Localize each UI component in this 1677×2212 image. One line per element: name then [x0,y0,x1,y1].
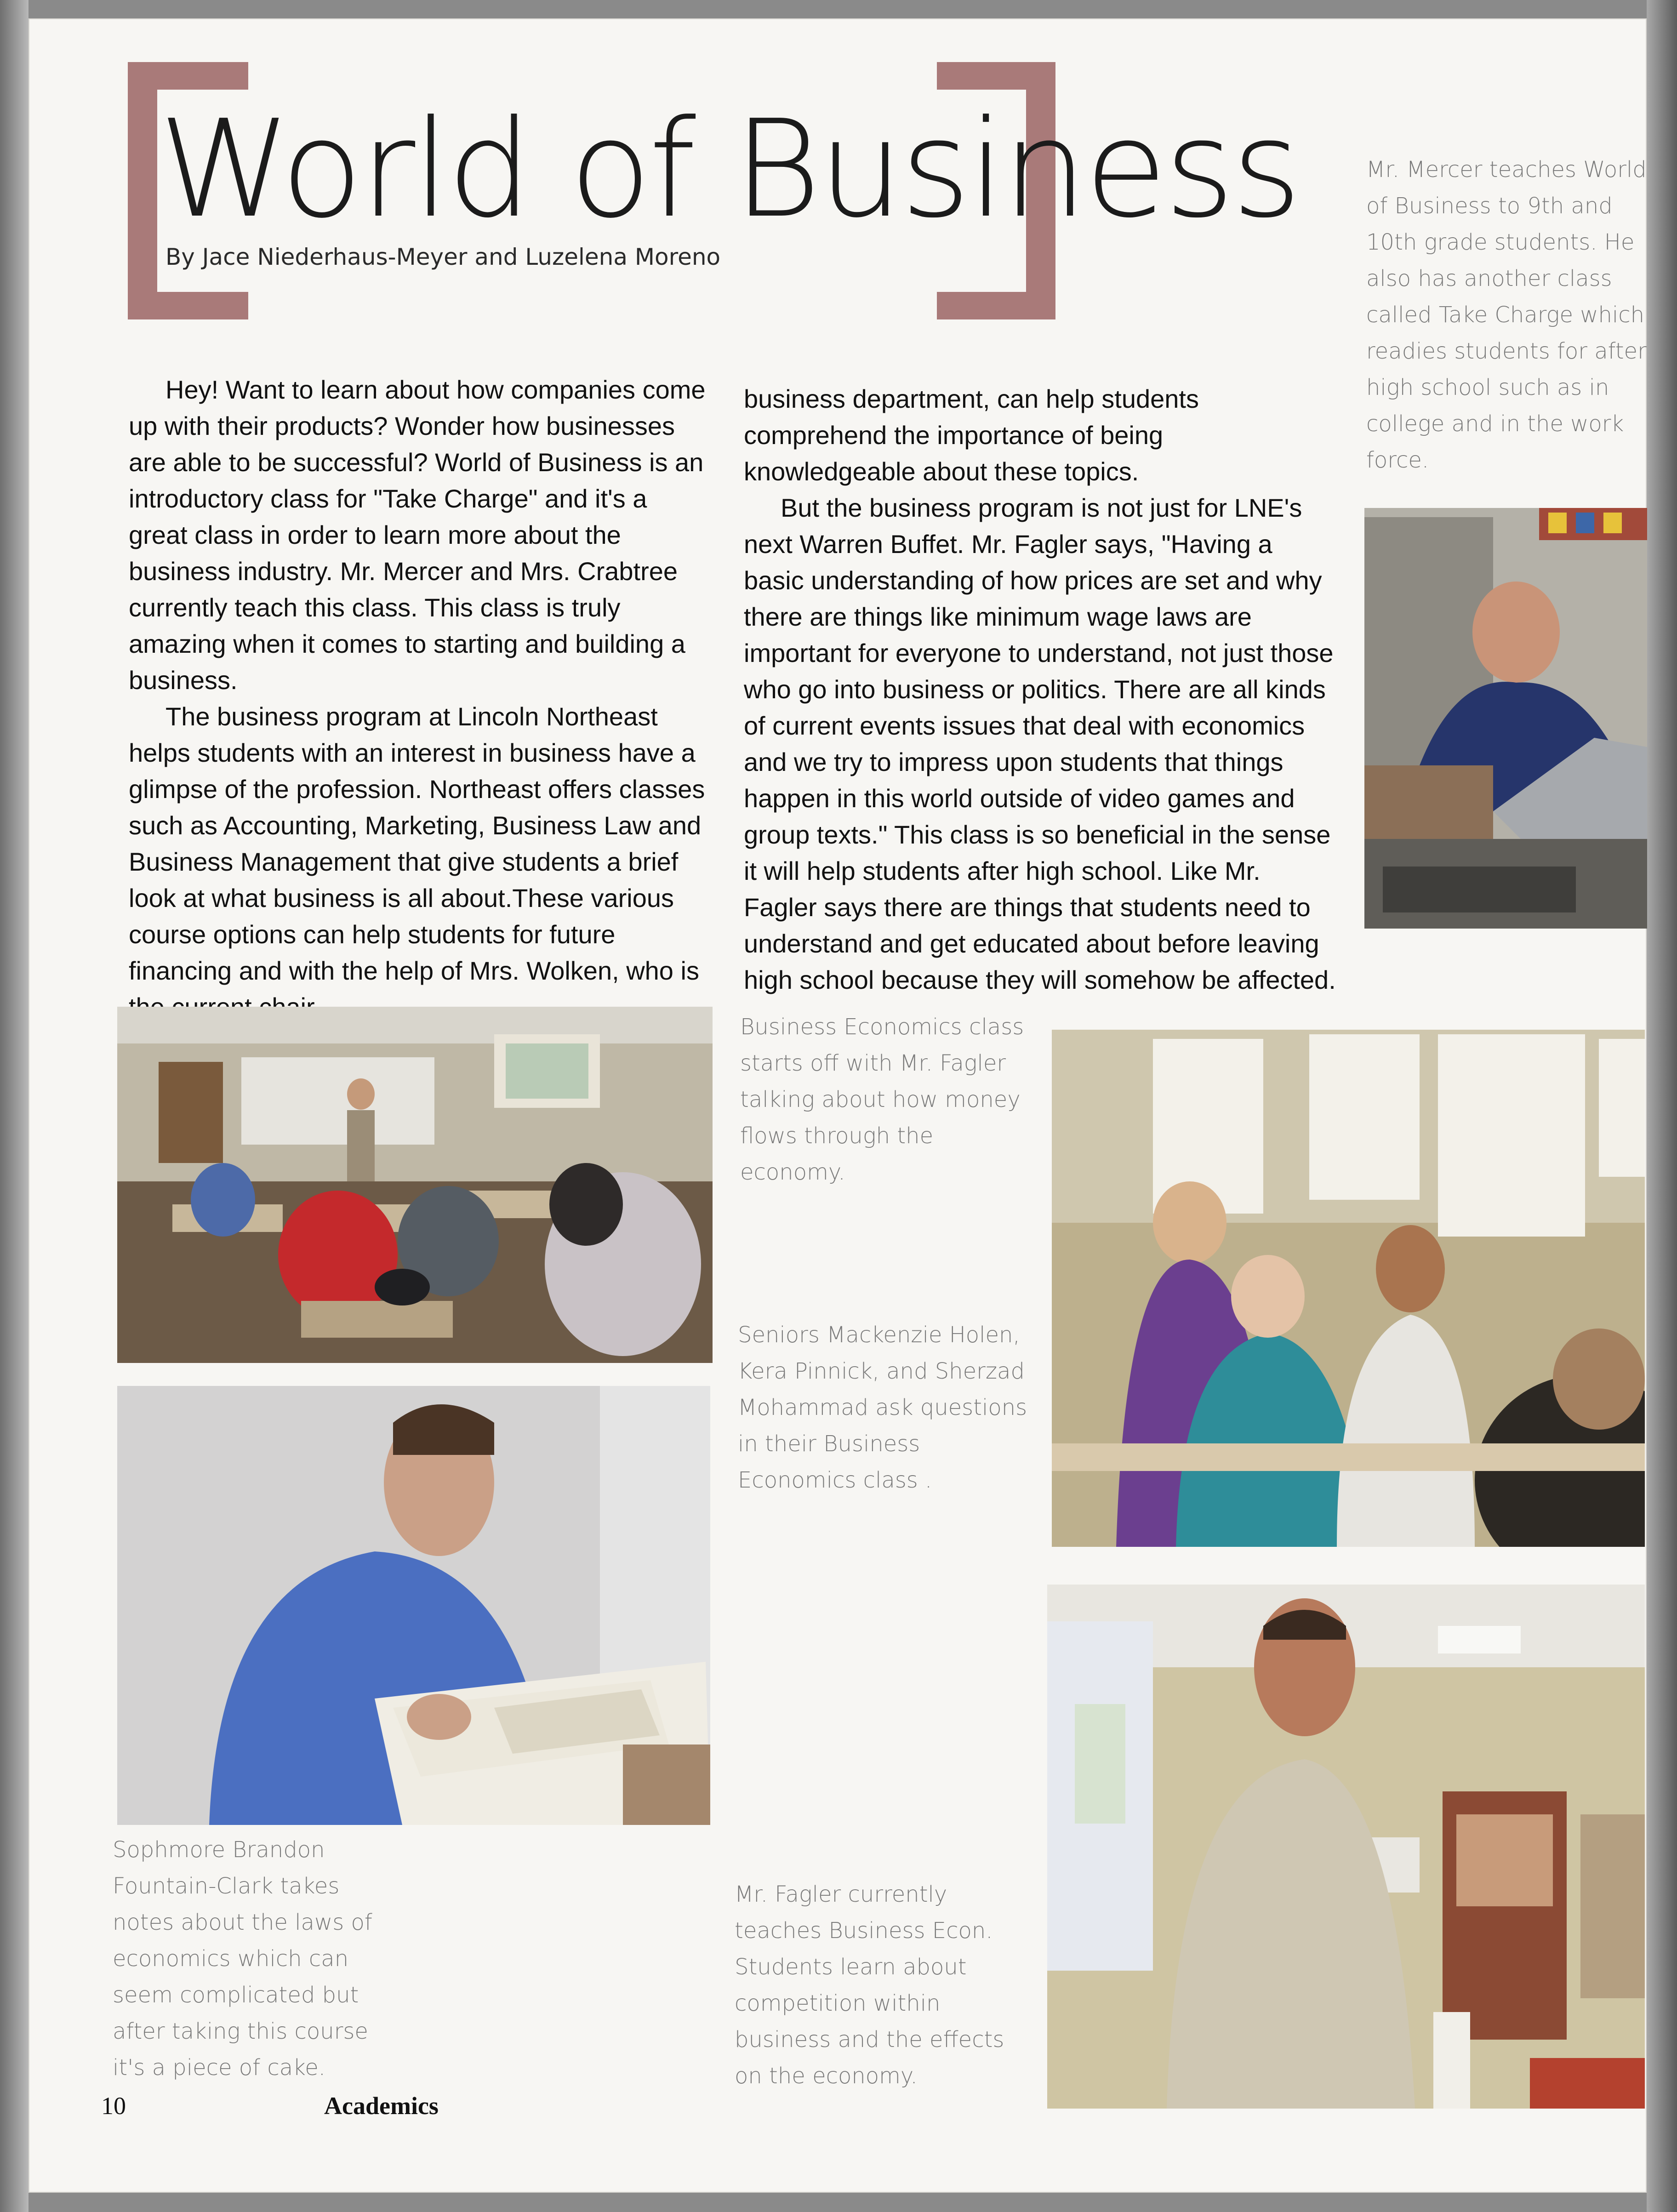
body-paragraph: business department, can help students comprehend the importance of being knowledgeable about these topics. [744,384,1199,486]
page-binding-edge [0,0,29,2212]
body-column-2 [744,381,1337,998]
photo-brandon [117,1386,710,1825]
caption-brandon: Sophmore Brandon Fountain-Clark takes notes about the laws of economics which can seem complicated but after taking this course it's a piece of cake. [113,1837,372,2081]
photo-econ-class [117,1007,713,1363]
left-bracket-top [128,62,248,90]
right-bracket-bottom [937,292,1055,319]
article-byline: By Jace Niederhaus-Meyer and Luzelena Moreno [165,244,721,270]
right-bracket-top [937,62,1055,90]
caption-fagler: Mr. Fagler currently teaches Business Econ. Students learn about competition within business and the effects on the economy. [735,1881,1004,2089]
caption-econ-class: Business Economics class starts off with Mr. Fagler talking about how money flows through the economy. [740,1014,1024,1185]
body-paragraph: But the business program is not just for LNE's next Warren Buffet. Mr. Fagler says, "Having a basic understanding of how prices are set and why there are things like minimum wage laws are important for everyone to understand, not just those who go into business or politics. There are all kinds of current events issues that deal with economics and we try to impress upon students that things happen in this world outside of video games and group texts." This class is so beneficial in the sense it will help students after high school. Like Mr. Fagler says there are things that students need to understand and get educated about before leaving high school because they will somehow be affected. [744,493,1336,994]
page-number: 10 [101,2092,126,2120]
photo-mr-mercer [1364,508,1647,929]
body-paragraph: Hey! Want to learn about how companies come up with their products? Wonder how businesses are able to be successful? World of Business is an introductory class for "Take Charge" and it's a great class in order to learn more about the business industry. Mr. Mercer and Mrs. Crabtree currently teach this class. This class is truly amazing when it comes to starting and building a business. [129,375,706,695]
photo-mr-fagler [1047,1585,1645,2109]
article-title: World of Business [159,91,1299,247]
left-bracket-bottom [128,292,248,319]
left-bracket-vertical [128,62,157,319]
body-column-1 [129,371,713,1025]
photo-seniors [1052,1030,1645,1547]
caption-seniors: Seniors Mackenzie Holen, Kera Pinnick, and Sherzad Mohammad ask questions in their Business Economics class . [738,1322,1027,1493]
caption-mercer: Mr. Mercer teaches World of Business to 9th and 10th grade students. He also has another class called Take Charge which readies students for after high school such as in college and in the work force. [1366,157,1647,473]
section-label: Academics [324,2092,439,2120]
body-paragraph: The business program at Lincoln Northeast helps students with an interest in business have a glimpse of the profession. Northeast offers classes such as Accounting, Marketing, Business Law and Business Management that give students a brief look at what business is all about.These various course options can help students for future financing and with the help of Mrs. Wolken, who is [129,702,705,985]
